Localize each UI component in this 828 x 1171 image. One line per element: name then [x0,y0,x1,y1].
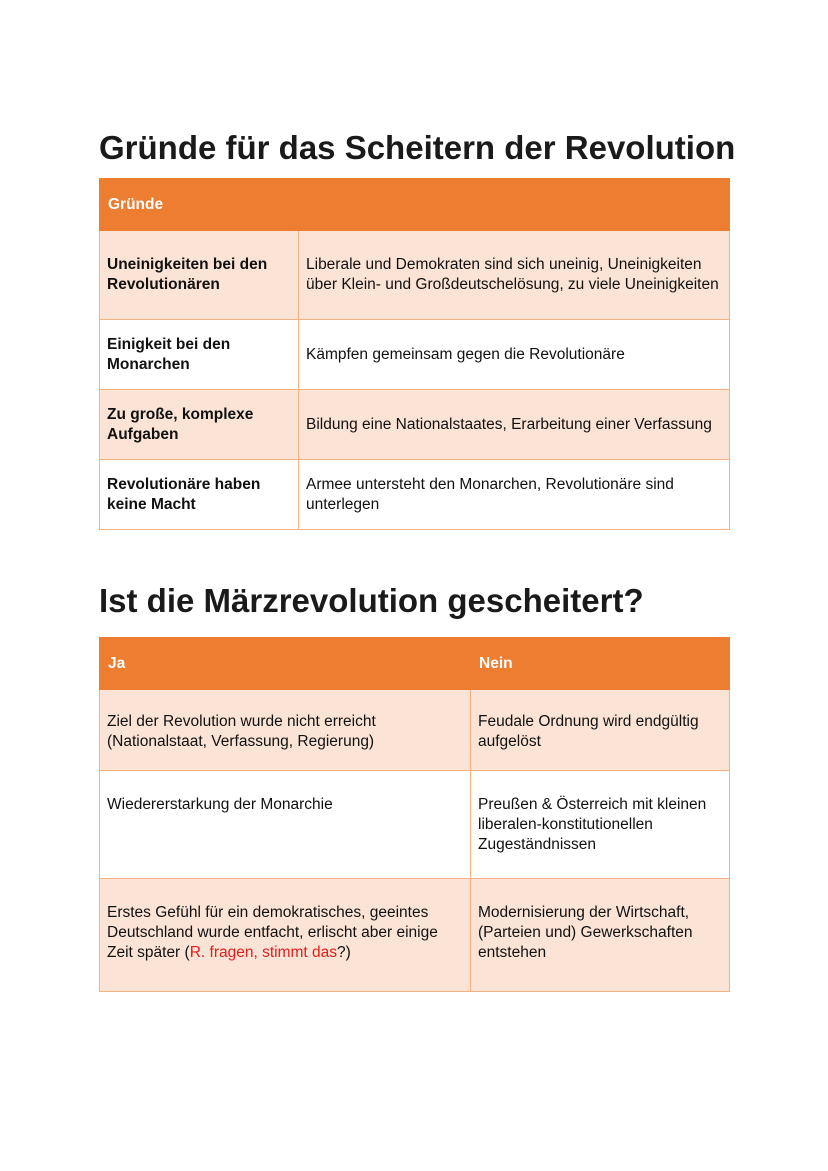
table-row [100,460,730,530]
reason-label: Zu große, komplexe Aufgaben [100,390,299,460]
ja-cell: Wiedererstarkung der Monarchie [100,771,471,879]
table-row [100,231,730,320]
ja-text: Erstes Gefühl für ein demokratisches, geeintes Deutschland wurde entfacht, erlischt aber einige Zeit später ( [107,904,438,961]
header-reasons: Gründe [100,179,730,231]
reason-text: Bildung eine Nationalstaates, Erarbeitung einer Verfassung [299,390,730,460]
reason-text: Liberale und Demokraten sind sich uneinig, Uneinigkeiten über Klein- und Großdeutschelösung, zu viele Uneinigkeiten [299,231,730,320]
teacher-question-note: R. fragen, stimmt das [189,944,337,961]
nein-cell: Preußen & Österreich mit kleinen liberalen-konstitutionellen Zugeständnissen [471,771,730,879]
section-title-reasons: Gründe für das Scheitern der Revolution [99,129,736,166]
reason-label: Revolutionäre haben keine Macht [100,460,299,530]
reasons-table [99,178,730,530]
reason-label: Uneinigkeiten bei den Revolutionären [100,231,299,320]
ja-cell: Ziel der Revolution wurde nicht erreicht (Nationalstaat, Verfassung, Regierung) [100,690,471,771]
assessment-table [99,637,730,992]
ja-text-end: ?) [337,944,351,961]
table-row [100,879,730,992]
table-row [100,390,730,460]
nein-cell: Feudale Ordnung wird endgültig aufgelöst [471,690,730,771]
section-title-failed: Ist die Märzrevolution gescheitert? [99,582,644,619]
table-row [100,771,730,879]
table-header-row [100,638,730,690]
table-header-row [100,179,730,231]
header-ja: Ja [100,638,471,690]
reason-text: Armee untersteht den Monarchen, Revolutionäre sind unterlegen [299,460,730,530]
reason-text: Kämpfen gemeinsam gegen die Revolutionäre [299,320,730,390]
ja-cell [100,879,471,992]
reason-label: Einigkeit bei den Monarchen [100,320,299,390]
table-row [100,320,730,390]
nein-cell: Modernisierung der Wirtschaft, (Parteien und) Gewerkschaften entstehen [471,879,730,992]
header-nein: Nein [471,638,730,690]
table-row [100,690,730,771]
